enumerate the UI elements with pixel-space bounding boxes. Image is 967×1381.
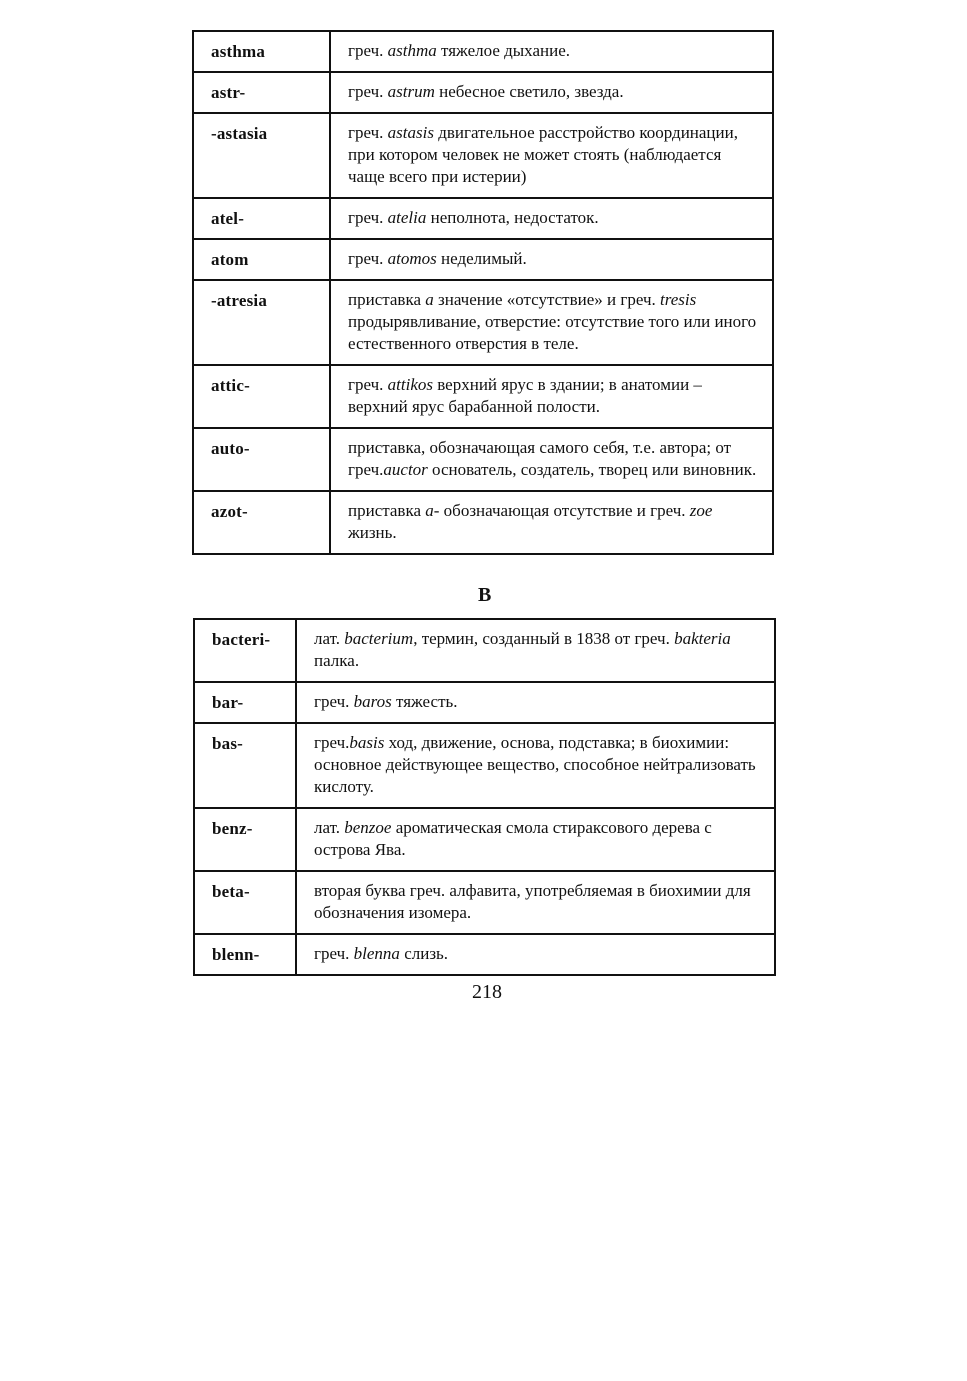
etymon-word: baros xyxy=(353,692,392,711)
glossary-table-b xyxy=(193,618,776,976)
etymon-word: attikos xyxy=(387,375,433,394)
term-cell: atel- xyxy=(193,198,330,239)
term-cell: -atresia xyxy=(193,280,330,365)
definition-text: жизнь. xyxy=(348,523,397,542)
definition-text: верхний ярус в здании; в анатомии – верхний ярус барабанной полости. xyxy=(348,375,702,416)
term-cell: blenn- xyxy=(194,934,296,975)
etymon-word: benzoe xyxy=(344,818,392,837)
glossary-row xyxy=(193,72,773,113)
glossary-row xyxy=(194,723,775,808)
definition-text: неполнота, недостаток. xyxy=(426,208,599,227)
definition-text: лат. xyxy=(314,818,345,837)
definition-cell xyxy=(330,428,773,491)
glossary-row xyxy=(193,428,773,491)
glossary-row xyxy=(194,871,775,934)
etymon-word: astasis xyxy=(387,123,434,142)
definition-text: греч. xyxy=(314,733,350,752)
definition-cell xyxy=(330,72,773,113)
definition-cell xyxy=(330,239,773,280)
definition-text: тяжелое дыхание. xyxy=(436,41,570,60)
definition-cell xyxy=(330,280,773,365)
etymon-word: bakteria xyxy=(674,629,731,648)
definition-text: двигательное расстройство координации, при котором человек не может стоять (наблюдается чаще всего при истерии) xyxy=(348,123,738,186)
term-cell: azot- xyxy=(193,491,330,554)
definition-text: лат. xyxy=(314,629,345,648)
definition-text: греч. xyxy=(348,41,388,60)
glossary-row xyxy=(194,934,775,975)
term-cell: beta- xyxy=(194,871,296,934)
definition-text: приставка, обозначающая самого себя, т.е. автора; от греч. xyxy=(348,438,732,479)
glossary-row xyxy=(194,619,775,682)
term-cell: asthma xyxy=(193,31,330,72)
glossary-row xyxy=(194,682,775,723)
definition-text: ароматическая смола стираксового дерева с острова Ява. xyxy=(314,818,712,859)
definition-text: значение «отсутствие» и греч. xyxy=(433,290,661,309)
definition-cell xyxy=(296,682,775,723)
definition-text: греч. xyxy=(348,123,388,142)
etymon-word: tresis xyxy=(660,290,697,309)
etymon-word: asthma xyxy=(387,41,437,60)
definition-text: греч. xyxy=(348,82,388,101)
definition-text: ход, движение, основа, подставка; в биохимии: основное действующее вещество, способное нейтрализовать кислоту. xyxy=(314,733,756,796)
term-cell: bar- xyxy=(194,682,296,723)
term-cell: auto- xyxy=(193,428,330,491)
term-cell: atom xyxy=(193,239,330,280)
term-cell: attic- xyxy=(193,365,330,428)
etymon-word: a- xyxy=(425,501,440,520)
definition-text: слизь. xyxy=(399,944,449,963)
etymon-word: a xyxy=(425,290,434,309)
etymon-word: bacterium xyxy=(344,629,414,648)
term-cell: bacteri- xyxy=(194,619,296,682)
term-cell: astr- xyxy=(193,72,330,113)
definition-text: греч. xyxy=(314,944,354,963)
definition-text: палка. xyxy=(314,651,360,670)
etymon-word: astrum xyxy=(387,82,435,101)
etymon-word: zoe xyxy=(689,501,713,520)
glossary-row xyxy=(193,239,773,280)
page-number: 218 xyxy=(472,981,502,1003)
definition-text: небесное светило, звезда. xyxy=(434,82,624,101)
etymon-word: blenna xyxy=(353,944,400,963)
term-cell: -astasia xyxy=(193,113,330,198)
definition-text: греч. xyxy=(348,249,388,268)
definition-text: приставка xyxy=(348,290,426,309)
glossary-row xyxy=(193,491,773,554)
glossary-row xyxy=(193,365,773,428)
definition-cell xyxy=(296,871,775,934)
definition-cell xyxy=(330,365,773,428)
definition-text: , термин, созданный в 1838 от греч. xyxy=(413,629,675,648)
definition-cell xyxy=(330,198,773,239)
glossary-table-a xyxy=(192,30,774,555)
glossary-row xyxy=(194,808,775,871)
definition-text: продырявливание, отверстие: отсутствие того или иного естественного отверстия в теле. xyxy=(348,312,757,353)
etymon-word: auctor xyxy=(383,460,428,479)
definition-text: обозначающая отсутствие и греч. xyxy=(439,501,690,520)
definition-text: греч. xyxy=(348,375,388,394)
definition-text: основатель, создатель, творец или виновник. xyxy=(427,460,757,479)
glossary-row xyxy=(193,113,773,198)
etymon-word: atomos xyxy=(387,249,437,268)
definition-text: неделимый. xyxy=(436,249,527,268)
definition-text: вторая буква греч. алфавита, употребляемая в биохимии для обозначения изомера. xyxy=(314,881,751,922)
definition-text: греч. xyxy=(348,208,388,227)
definition-cell xyxy=(296,934,775,975)
definition-cell xyxy=(296,723,775,808)
definition-text: приставка xyxy=(348,501,426,520)
definition-text: греч. xyxy=(314,692,354,711)
definition-cell xyxy=(296,808,775,871)
definition-cell xyxy=(330,113,773,198)
etymon-word: basis xyxy=(349,733,385,752)
glossary-row xyxy=(193,280,773,365)
section-letter: B xyxy=(478,584,492,606)
definition-cell xyxy=(330,31,773,72)
term-cell: bas- xyxy=(194,723,296,808)
glossary-row xyxy=(193,198,773,239)
definition-cell xyxy=(296,619,775,682)
term-cell: benz- xyxy=(194,808,296,871)
glossary-row xyxy=(193,31,773,72)
definition-cell xyxy=(330,491,773,554)
definition-text: тяжесть. xyxy=(391,692,458,711)
etymon-word: atelia xyxy=(387,208,427,227)
